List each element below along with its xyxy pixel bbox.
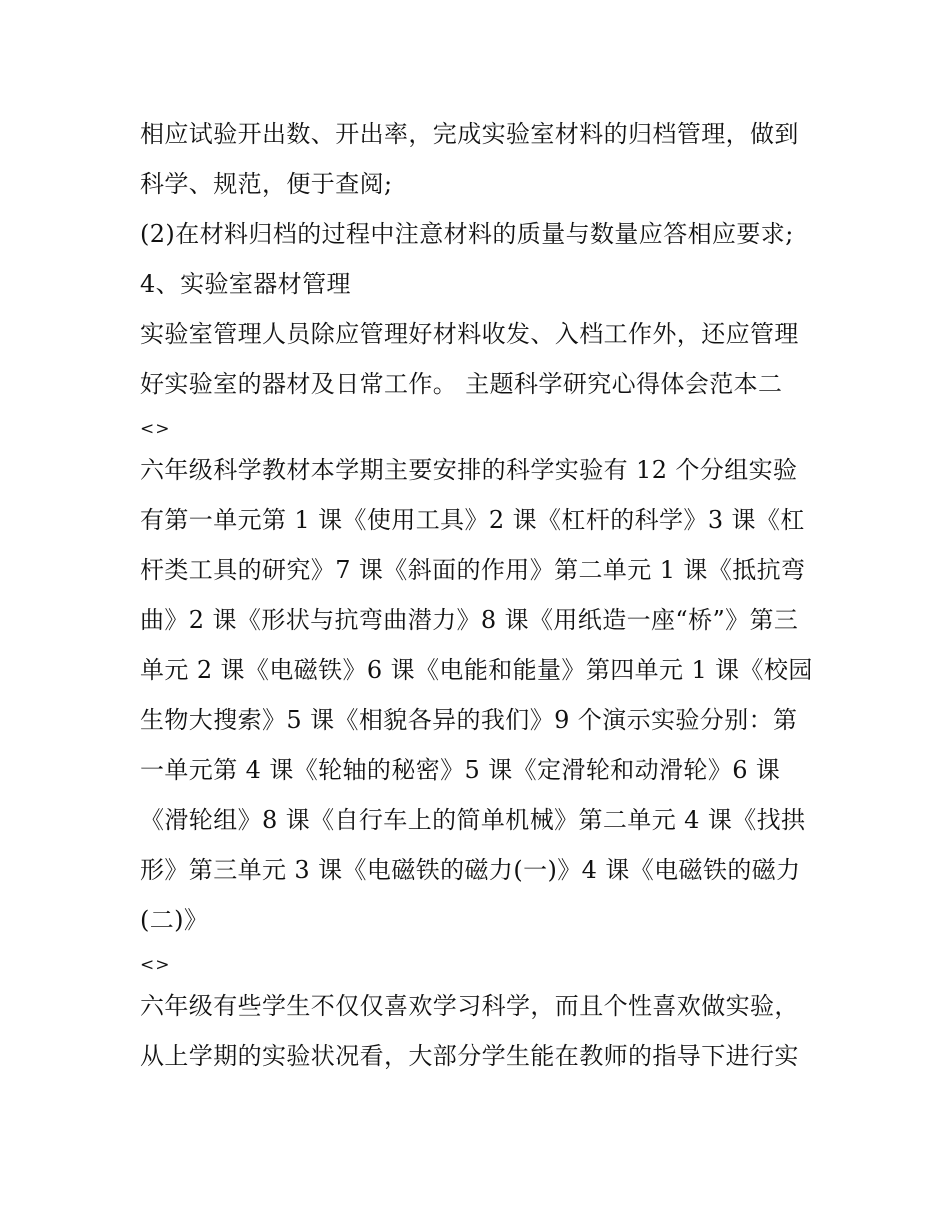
text-line: 《滑轮组》8 课《自行车上的简单机械》第二单元 4 课《找拱 bbox=[140, 806, 806, 834]
text-line: 形》第三单元 3 课《电磁铁的磁力(一)》4 课《电磁铁的磁力 bbox=[140, 856, 801, 884]
text-line: 好实验室的器材及日常工作。 主题科学研究心得体会范本二 bbox=[140, 370, 783, 398]
section-heading: 4、实验室器材管理 bbox=[140, 270, 351, 298]
text-line: 单元 2 课《电磁铁》6 课《电能和能量》第四单元 1 课《校园 bbox=[140, 656, 813, 684]
text-line: 六年级科学教材本学期主要安排的科学实验有 12 个分组实验 bbox=[140, 456, 798, 484]
text-line: 科学、规范，便于查阅; bbox=[140, 170, 393, 198]
separator-mark: <> bbox=[140, 419, 171, 439]
text-line: 实验室管理人员除应管理好材料收发、入档工作外，还应管理 bbox=[140, 320, 799, 348]
text-line: 生物大搜索》5 课《相貌各异的我们》9 个演示实验分别：第 bbox=[140, 706, 798, 734]
text-line: 曲》2 课《形状与抗弯曲潜力》8 课《用纸造一座“桥”》第三 bbox=[140, 606, 799, 634]
text-line: 六年级有些学生不仅仅喜欢学习科学，而且个性喜欢做实验， bbox=[140, 992, 799, 1020]
text-line: 一单元第 4 课《轮轴的秘密》5 课《定滑轮和动滑轮》6 课 bbox=[140, 756, 781, 784]
text-line: 杆类工具的研究》7 课《斜面的作用》第二单元 1 课《抵抗弯 bbox=[140, 556, 806, 584]
text-line: (二)》 bbox=[140, 906, 209, 934]
text-line: 相应试验开出数、开出率，完成实验室材料的归档管理，做到 bbox=[140, 120, 799, 148]
separator-mark: <> bbox=[140, 955, 171, 975]
text-line: (2)在材料归档的过程中注意材料的质量与数量应答相应要求; bbox=[140, 220, 794, 248]
text-line: 有第一单元第 1 课《使用工具》2 课《杠杆的科学》3 课《杠 bbox=[140, 506, 805, 534]
document-page bbox=[140, 109, 820, 1081]
text-line: 从上学期的实验状况看，大部分学生能在教师的指导下进行实 bbox=[140, 1042, 799, 1070]
